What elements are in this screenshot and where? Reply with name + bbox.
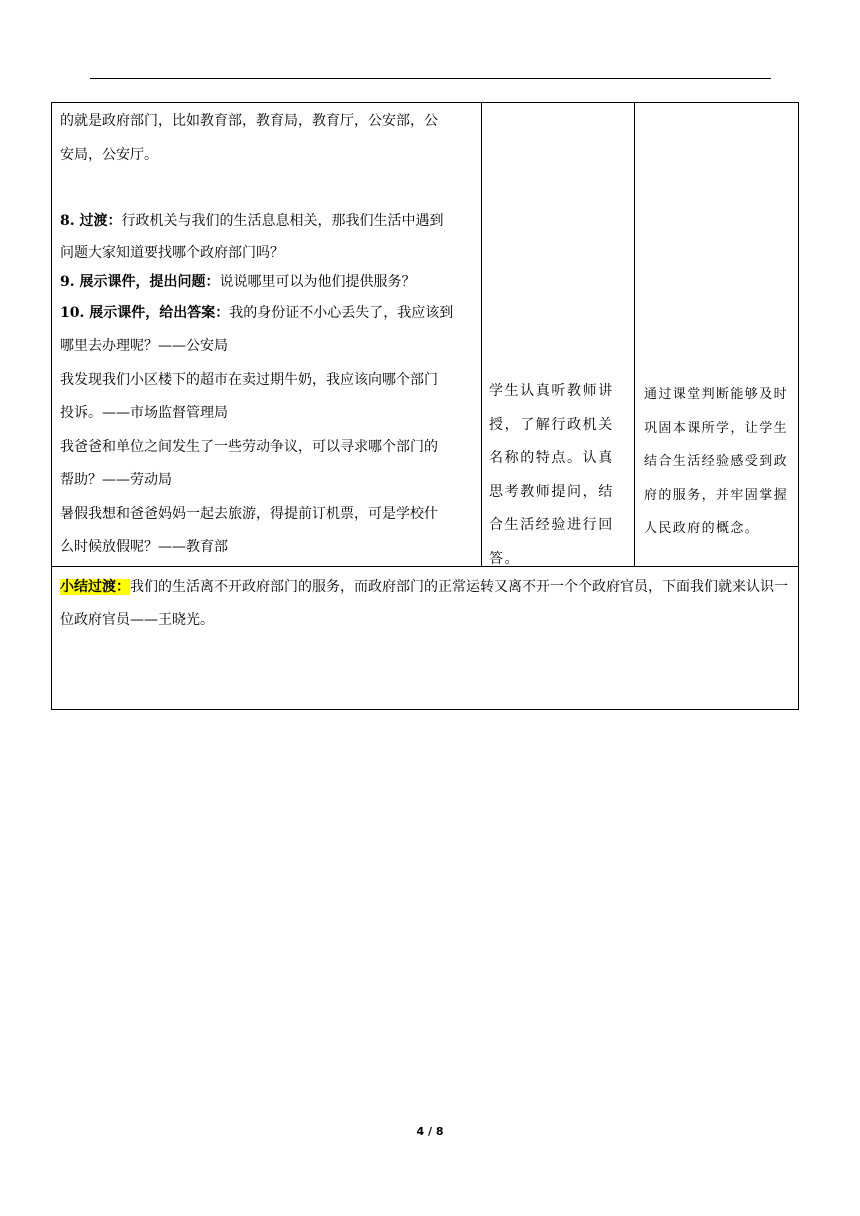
summary-text: 我们的生活离不开政府部门的服务，而政府部门的正常运转又离不开一个个政府官员，下面我们就来认识一位政府官员——王晓光。 [60,579,788,628]
design-intent-cell [635,103,798,566]
teacher-line: 么时候放假呢？——教育部 [60,539,228,555]
teacher-line: 的就是政府部门，比如教育部，教育局，教育厅，公安部，公 [60,113,438,129]
teacher-line: 我爸爸和单位之间发生了一些劳动争议，可以寻求哪个部门的 [60,438,438,455]
teacher-line: 帮助？——劳动局 [60,472,172,488]
summary-label: 小结过渡： [60,579,130,595]
teacher-line: 我发现我们小区楼下的超市在卖过期牛奶，我应该向哪个部门 [60,371,438,388]
summary-row [52,566,798,709]
teacher-line: 哪里去办理呢？——公安局 [60,338,228,354]
step-10-label: 10. 展示课件，给出答案： [60,304,230,321]
step-9-text: 说说哪里可以为他们提供服务？ [219,273,416,290]
table-row [52,103,798,566]
student-activity-text: 学生认真听教师讲授，了解行政机关名称的特点。认真思考教师提问，结合生活经验进行回答。 [489,383,614,567]
step-10-text: 我的身份证不小心丢失了，我应该到 [229,304,454,321]
header-rule [90,78,771,79]
teacher-activity-cell [52,103,482,566]
step-8-text: 行政机关与我们的生活息息相关，那我们生活中遇到 [121,213,444,229]
teacher-line: 问题大家知道要找哪个政府部门吗？ [60,244,284,261]
lesson-table [51,102,799,710]
step-9-label: 9. 展示课件，提出问题： [60,273,220,290]
teacher-line: 暑假我想和爸爸妈妈一起去旅游，得提前订机票，可是学校什 [60,505,438,522]
teacher-line: 安局，公安厅。 [60,146,158,163]
page-number: 4 / 8 [416,1125,444,1138]
step-8-label: 8. 过渡： [60,213,122,229]
student-activity-cell [482,103,635,566]
teacher-line: 投诉。——市场监督管理局 [60,405,228,421]
design-intent-text: 通过课堂判断能够及时巩固本课所学，让学生结合生活经验感受到政府的服务，并牢固掌握人民政府的概念。 [644,387,789,536]
